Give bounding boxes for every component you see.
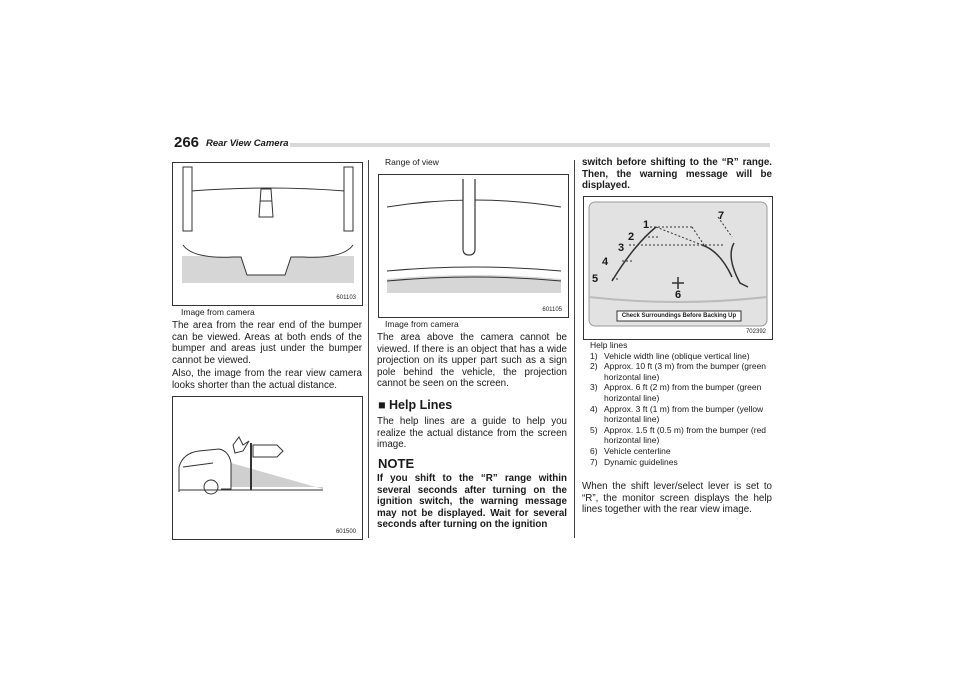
callout-1: 1 — [643, 219, 650, 231]
page-number: 266 — [174, 134, 200, 151]
list-item: 7) Dynamic guidelines — [590, 456, 678, 467]
callout-3: 3 — [618, 242, 625, 254]
col1-text — [172, 320, 362, 394]
list-title: Help lines — [590, 340, 628, 350]
list-item: 1) Vehicle width line (oblique vertical line) — [590, 350, 750, 361]
range-view-illustration — [379, 175, 568, 317]
figure-caption-top: Range of view — [385, 157, 439, 167]
list-item: 5) Approx. 1.5 ft (0.5 m) from the bumper (red horizontal line) — [590, 424, 767, 446]
help-lines-heading: ■ Help Lines — [378, 398, 453, 412]
figure-code: 601500 — [335, 529, 356, 535]
section-title: Rear View Camera — [206, 138, 289, 149]
note-text: If you shift to the “R” range within several seconds after turning on the ignition switch, the warning message may not be displayed. Wait for several seconds after turning on the ignition — [377, 473, 567, 531]
list-item: 3) Approx. 6 ft (2 m) from the bumper (green horizontal line) — [590, 382, 762, 403]
figure-code: 601105 — [542, 307, 562, 313]
callout-2: 2 — [628, 231, 635, 243]
note-title: NOTE — [378, 456, 415, 471]
callout-6: 6 — [675, 289, 682, 301]
callout-5: 5 — [592, 273, 599, 285]
warning-message: Check Surroundings Before Backing Up — [621, 313, 737, 319]
note-text-continued: switch before shifting to the “R” range. Then, the warning message will be displayed. — [582, 157, 772, 192]
sign-pole-illustration — [173, 397, 362, 539]
figure-caption: Image from camera — [181, 307, 255, 317]
camera-view-illustration — [173, 163, 362, 305]
help-lines-list — [590, 340, 772, 467]
range-paragraph: The area above the camera cannot be viewed. If there is an object that has a wide projection on its upper part such as a sign pole behind the vehicle, the projection cannot be seen on the screen. — [377, 332, 567, 390]
paragraph: Also, the image from the rear view camera looks shorter than the actual distance. — [172, 368, 362, 391]
callout-4: 4 — [602, 256, 609, 268]
figure-code: 702392 — [745, 329, 766, 335]
column-divider — [574, 160, 575, 538]
header-rule — [290, 143, 770, 147]
figure-image-from-camera — [172, 162, 363, 306]
figure-range-of-view — [378, 174, 569, 318]
callout-7: 7 — [718, 210, 725, 222]
help-paragraph: The help lines are a guide to help you realize the actual distance from the screen image. — [377, 416, 567, 451]
figure-code: 601103 — [336, 295, 356, 301]
figure-sign-pole — [172, 396, 363, 540]
column-divider — [368, 160, 369, 538]
figure-caption-bottom: Image from camera — [385, 319, 459, 329]
final-paragraph: When the shift lever/select lever is set to “R”, the monitor screen displays the help lines together with the rear view image. — [582, 481, 772, 516]
list-item: 2) Approx. 10 ft (3 m) from the bumper (green horizontal line) — [590, 361, 767, 382]
list-item: 6) Vehicle centerline — [590, 445, 671, 456]
list-item: 4) Approx. 3 ft (1 m) from the bumper (yellow horizontal line) — [590, 403, 764, 425]
paragraph: The area from the rear end of the bumper can be viewed. Areas at both ends of the bumper and areas just under the bumper cannot be viewed. — [172, 320, 362, 366]
figure-help-lines — [583, 196, 773, 340]
